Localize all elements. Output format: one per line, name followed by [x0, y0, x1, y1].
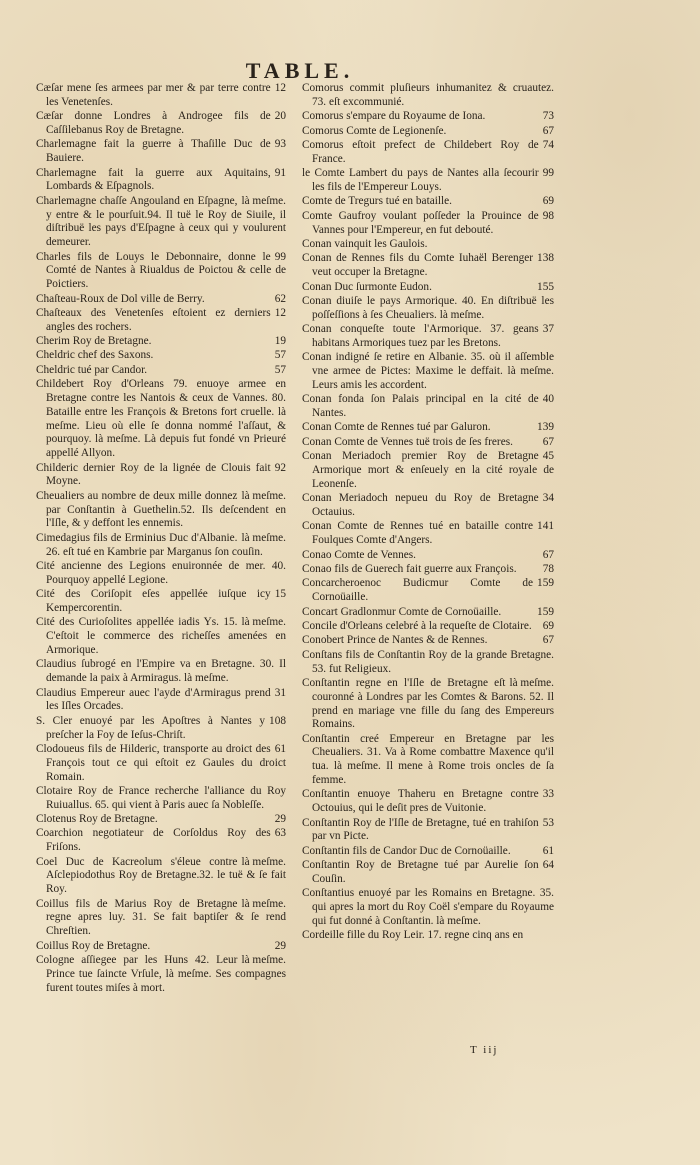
entry-text: Cheldric chef des Saxons.: [36, 349, 154, 362]
entry-text: Conan de Rennes fils du Comte Iuhaël Berenger veut occuper la Bretagne.: [302, 252, 534, 279]
index-entry: [36, 167, 286, 195]
entry-page-ref: 57: [274, 349, 286, 362]
entry-text: Childebert Roy d'Orleans 79. enuoye armee en Bretagne contre les Nantois & ceux de Vannes. 80. Bataille entre les François & Bretons fort cruelle. là meſme. Lieu où elle ſe donna nommé l'aſſaut, & pourquoy. là meſme. Là depuis fut fondé vn Prieuré appellé Allyon.: [36, 378, 286, 460]
entry-text: Conan Meriadoch premier Roy de Bretagne Armorique mort & enſeuely en la cité royale de Leonenſe.: [302, 450, 554, 490]
entry-page-ref: 139: [537, 421, 554, 434]
index-entry: [302, 110, 554, 124]
index-entry: [36, 898, 286, 939]
entry-text: Comte de Tregurs tué en bataille.: [302, 195, 452, 208]
entry-text: Conſtantius enuoyé par les Romains en Bretagne. 35. qui apres la mort du Roy Coël s'empare du Royaume qui fut donné à Conſtantin. là meſme.: [302, 887, 554, 928]
entry-text: Conſtans fils de Conſtantin Roy de la grande Bretagne. 53. fut Religieux.: [302, 648, 554, 675]
entry-page-ref: 99: [542, 167, 554, 180]
index-entry: [36, 82, 286, 110]
entry-page-ref: 69: [542, 619, 554, 632]
entry-page-ref: 37: [542, 323, 554, 336]
entry-text: le Comte Lambert du pays de Nantes alla ſecourir les fils de l'Empereur Louys.: [302, 167, 539, 193]
entry-page-ref: 67: [542, 634, 554, 647]
entry-text: Comorus commit pluſieurs inhumanitez & cruautez. 73. eſt excommunié.: [302, 82, 554, 108]
entry-page-ref: 29: [274, 813, 286, 826]
entry-text: Clotaire Roy de France recherche l'alliance du Roy Ruiuallus. 65. qui vient à Paris auec ſa Nobleſſe.: [36, 784, 286, 811]
entry-page-ref: 74: [542, 138, 554, 151]
entry-page-ref: 40: [542, 393, 554, 406]
entry-text: Conan conqueſte toute l'Armorique. 37. geans habitans Armoriques tuez par les Bretons.: [302, 323, 539, 349]
index-entry: [302, 323, 554, 351]
entry-text: Cité des Curioſolites appellée iadis Ys. 15. C'eſtoit le commerce des richeſſes amenées en Armorique.: [36, 616, 286, 656]
index-entry: [36, 349, 286, 363]
entry-page-ref: 141: [537, 520, 554, 533]
entry-text: Conſtantin Roy de Bretagne tué par Aurelie ſon Couſin.: [302, 859, 539, 886]
index-entry: [302, 563, 554, 577]
index-entry: [302, 436, 554, 450]
index-entry: [302, 606, 554, 620]
index-entry: [302, 887, 554, 928]
index-entry: [302, 351, 554, 392]
entry-page-ref: 61: [542, 844, 554, 857]
entry-page-ref: 67: [542, 124, 554, 137]
index-entry: [302, 929, 554, 943]
entry-text: Clodoueus fils de Hilderic, transporte au droict des François tout ce qui eſtoit ez Gaules du droict Romain.: [36, 742, 286, 783]
index-entry: [36, 616, 286, 657]
entry-page-ref: 12: [274, 82, 286, 94]
index-entry: [302, 125, 554, 139]
page-title: TABLE.: [245, 58, 355, 83]
entry-page-ref: 19: [274, 335, 286, 348]
index-entry: [36, 364, 286, 378]
index-entry: [302, 634, 554, 648]
index-entry: [36, 588, 286, 616]
entry-text: Conan Comte de Rennes tué par Galuron.: [302, 421, 491, 434]
entry-text: Cæſar donne Londres à Androgee fils de Caſſilebanus Roy de Bretagne.: [36, 110, 271, 136]
entry-text: Conobert Prince de Nantes & de Rennes.: [302, 634, 488, 647]
index-entry: [36, 293, 286, 307]
entry-text: Conſtantin regne en l'Iſle de Bretagne eſt couronné à Londres par les Comtes & Barons. 52. Il prend en mariage vne fille du ſang des Empereurs Romains.: [302, 676, 554, 731]
index-entry: [36, 940, 286, 954]
entry-page-ref: 12: [274, 306, 286, 319]
entry-text: Coillus fils de Marius Roy de Bretagne regne apres luy. 31. Se fait baptiſer & ſe rend Chreſtien.: [36, 897, 286, 938]
index-entry: [302, 450, 554, 491]
index-entry: [302, 139, 554, 167]
index-entry: [36, 378, 286, 461]
index-entry: [302, 859, 554, 887]
entry-page-ref: 62: [274, 292, 286, 305]
entry-page-ref: 138: [537, 252, 554, 265]
entry-text: Conan vainquit les Gaulois.: [302, 237, 428, 250]
left-column: [36, 82, 286, 996]
index-entry: [302, 167, 554, 195]
entry-text: Comorus s'empare du Royaume de Iona.: [302, 110, 486, 123]
entry-page-ref: là meſme.: [241, 489, 286, 502]
entry-text: Conſtantin enuoye Thaheru en Bretagne contre Octouius, qui le deſit pres de Vuitonie.: [302, 788, 539, 815]
entry-page-ref: 93: [274, 138, 286, 151]
entry-text: Charlemagne chaſſe Angouland en Eſpagne, y entre & le pourſuit.94. Il tuë le Roy de Siuile, il diſtribuë les pays d'Eſpagne à ceux qui y voulurent demeurer.: [36, 194, 286, 249]
index-entry: [302, 817, 554, 845]
index-entry: [302, 421, 554, 435]
entry-text: Comorus eſtoit prefect de Childebert Roy de France.: [302, 138, 539, 165]
index-entry: [36, 490, 286, 531]
entry-text: Chaſteaux des Venetenſes eſtoient ez derniers angles des rochers.: [36, 306, 271, 333]
index-entry: [302, 492, 554, 520]
entry-page-ref: 92: [274, 461, 286, 474]
entry-text: Charlemagne fait la guerre aux Aquitains, Lombards & Eſpagnols.: [36, 166, 271, 193]
entry-text: Comorus Comte de Legionenſe.: [302, 124, 447, 137]
index-entry: [36, 195, 286, 250]
index-entry: [302, 393, 554, 421]
entry-text: Conao Comte de Vennes.: [302, 548, 416, 561]
entry-page-ref: 98: [542, 209, 554, 222]
entry-page-ref: 45: [542, 450, 554, 463]
index-entry: [36, 856, 286, 897]
index-entry: [36, 658, 286, 686]
entry-text: Conſtantin fils de Candor Duc de Cornoüaille.: [302, 844, 511, 857]
entry-text: Coel Duc de Kacreolum s'éleue contre Aſclepiodothus Roy de Bretagne.32. le tuë & ſe fait Roy.: [36, 855, 286, 896]
entry-page-ref: là meſme.: [241, 954, 286, 967]
entry-text: Comte Gaufroy voulant poſſeder la Prouince de Vannes pour l'Empereur, en fut debouté.: [302, 209, 539, 236]
folio-signature: T iij: [470, 1044, 499, 1056]
index-entry: [302, 733, 554, 788]
entry-page-ref: 31: [274, 686, 286, 699]
entry-text: Cimedagius fils de Erminius Duc d'Albanie. 26. eſt tué en Kambrie par Marganus ſon couſin.: [36, 531, 263, 558]
index-entry: [302, 520, 554, 548]
entry-page-ref: là meſme.: [241, 897, 286, 910]
entry-page-ref: 34: [542, 492, 554, 505]
index-entry: [36, 715, 286, 743]
entry-page-ref: là meſme.: [241, 855, 286, 868]
entry-text: Charles fils de Louys le Debonnaire, donne le Comté de Nantes à Riualdus de Poictou & celle de Poictiers.: [36, 250, 286, 291]
entry-text: Cordeille fille du Roy Leir. 17. regne cinq ans en: [302, 929, 524, 942]
entry-text: Claudius Empereur auec l'ayde d'Armiragus prend les Iſles Orcades.: [36, 686, 271, 713]
entry-page-ref: 159: [537, 577, 554, 590]
index-entry: [302, 677, 554, 732]
index-entry: [302, 210, 554, 238]
index-entry: [302, 577, 554, 605]
index-entry: [36, 813, 286, 827]
entry-page-ref: 67: [542, 435, 554, 448]
entry-page-ref: là meſme.: [241, 194, 286, 207]
entry-text: Conan Duc ſurmonte Eudon.: [302, 280, 432, 293]
index-entry: [36, 827, 286, 855]
index-entry: [302, 788, 554, 816]
index-entry: [36, 954, 286, 995]
index-entry: [302, 620, 554, 634]
entry-page-ref: 78: [542, 562, 554, 575]
index-entry: [302, 82, 554, 110]
entry-page-ref: 29: [274, 939, 286, 952]
entry-text: Concarcheroenoc Budicmur Comte de Cornoüaille.: [302, 577, 534, 604]
entry-page-ref: 57: [274, 363, 286, 376]
entry-page-ref: 91: [274, 166, 286, 179]
entry-text: Conan indigné ſe retire en Albanie. 35. où il aſſemble vne armee de Pictes: Maxime le deffait. là meſme. Leurs amis les accordent.: [302, 351, 554, 391]
entry-text: Cheualiers au nombre de deux mille donnez par Conſtantin à Guethelin.52. Ils deſcendent en l'Iſle, & y deffont les ennemis.: [36, 489, 286, 530]
entry-page-ref: 61: [274, 742, 286, 755]
entry-text: Coarchion negotiateur de Corſoldus Roy des Friſons.: [36, 827, 271, 854]
entry-text: Cité des Coriſopit eſes appellée iuſque icy Kempercorentin.: [36, 588, 271, 614]
entry-page-ref: là meſme.: [509, 676, 554, 689]
index-entry: [302, 649, 554, 677]
index-entry: [36, 335, 286, 349]
index-entry: [302, 295, 554, 323]
entry-page-ref: 64: [542, 859, 554, 872]
entry-text: Cæſar mene ſes armees par mer & par terre contre les Venetenſes.: [36, 82, 271, 108]
entry-page-ref: là meſme.: [241, 531, 286, 544]
entry-text: Conſtantin creé Empereur en Bretagne par les Cheualiers. 31. Va à Rome combattre Maxence qu'il tua. là meſme. Il mene à Rome trois oncles de ſa femme.: [302, 732, 554, 787]
entry-page-ref: 53: [542, 816, 554, 829]
entry-text: Cité ancienne des Legions enuironnée de mer. 40. Pourquoy appellé Legione.: [36, 560, 286, 586]
entry-text: Conan Comte de Rennes tué en bataille contre Foulques Comte d'Angers.: [302, 520, 534, 547]
entry-text: Charlemagne fait la guerre à Thaſille Duc de Bauiere.: [36, 138, 271, 165]
entry-text: Cologne aſſiegee par les Huns 42. Leur Prince tue ſaincte Vrſule, là meſme. Ses compagnes furent toutes miſes à mort.: [36, 954, 286, 994]
index-entry: [36, 743, 286, 784]
index-entry: [36, 307, 286, 335]
entry-page-ref: 159: [537, 605, 554, 618]
index-entry: [302, 549, 554, 563]
entry-text: Coillus Roy de Bretagne.: [36, 939, 151, 952]
entry-page-ref: 33: [542, 788, 554, 801]
entry-page-ref: 73: [542, 110, 554, 123]
index-entry: [302, 238, 554, 252]
index-entry: [36, 138, 286, 166]
index-entry: [36, 532, 286, 560]
index-entry: [36, 785, 286, 813]
entry-page-ref: 99: [274, 250, 286, 263]
entry-text: Cherim Roy de Bretagne.: [36, 335, 152, 348]
entry-text: Chaſteau-Roux de Dol ville de Berry.: [36, 292, 205, 305]
entry-page-ref: 67: [542, 548, 554, 561]
entry-page-ref: 20: [274, 110, 286, 123]
index-entry: [302, 281, 554, 295]
entry-page-ref: 69: [542, 195, 554, 208]
index-entry: [302, 845, 554, 859]
entry-text: Conan fonda ſon Palais principal en la cité de Nantes.: [302, 393, 539, 420]
entry-text: S. Cler enuoyé par les Apoſtres à Nantes y preſcher la Foy de Ieſus-Chriſt.: [36, 714, 266, 741]
entry-page-ref: là meſme.: [241, 616, 286, 629]
right-column: [302, 82, 554, 944]
index-entry: [36, 251, 286, 292]
entry-text: Conao fils de Guerech fait guerre aux François.: [302, 562, 517, 575]
entry-text: Concile d'Orleans celebré à la requeſte de Clotaire.: [302, 619, 532, 632]
entry-page-ref: 63: [274, 827, 286, 840]
entry-text: Conan Meriadoch nepueu du Roy de Bretagne Octauius.: [302, 492, 539, 518]
index-entry: [36, 560, 286, 588]
entry-text: Concart Gradlonmur Comte de Cornoüaille.: [302, 605, 502, 618]
index-entry: [36, 462, 286, 490]
index-entry: [36, 687, 286, 715]
entry-text: Conan Comte de Vennes tuë trois de ſes freres.: [302, 435, 513, 448]
index-entry: [302, 252, 554, 280]
entry-text: Claudius ſubrogé en l'Empire va en Bretagne. 30. Il demande la paix à Armiragus. là meſme.: [36, 658, 286, 685]
entry-page-ref: 155: [537, 280, 554, 293]
index-entry: [36, 110, 286, 138]
index-entry: [302, 195, 554, 209]
entry-text: Conſtantin Roy de l'Iſle de Bretagne, tué en trahiſon par vn Picte.: [302, 816, 539, 843]
entry-text: Cheldric tué par Candor.: [36, 363, 148, 376]
entry-page-ref: 108: [269, 714, 286, 727]
entry-text: Childeric dernier Roy de la lignée de Clouis fait Moyne.: [36, 461, 271, 488]
entry-page-ref: 15: [274, 588, 286, 601]
entry-text: Clotenus Roy de Bretagne.: [36, 813, 158, 826]
entry-text: Conan diuiſe le pays Armorique. 40. En diſtribuë les poſſeſſions à ſes Cheualiers. là meſme.: [302, 294, 554, 321]
